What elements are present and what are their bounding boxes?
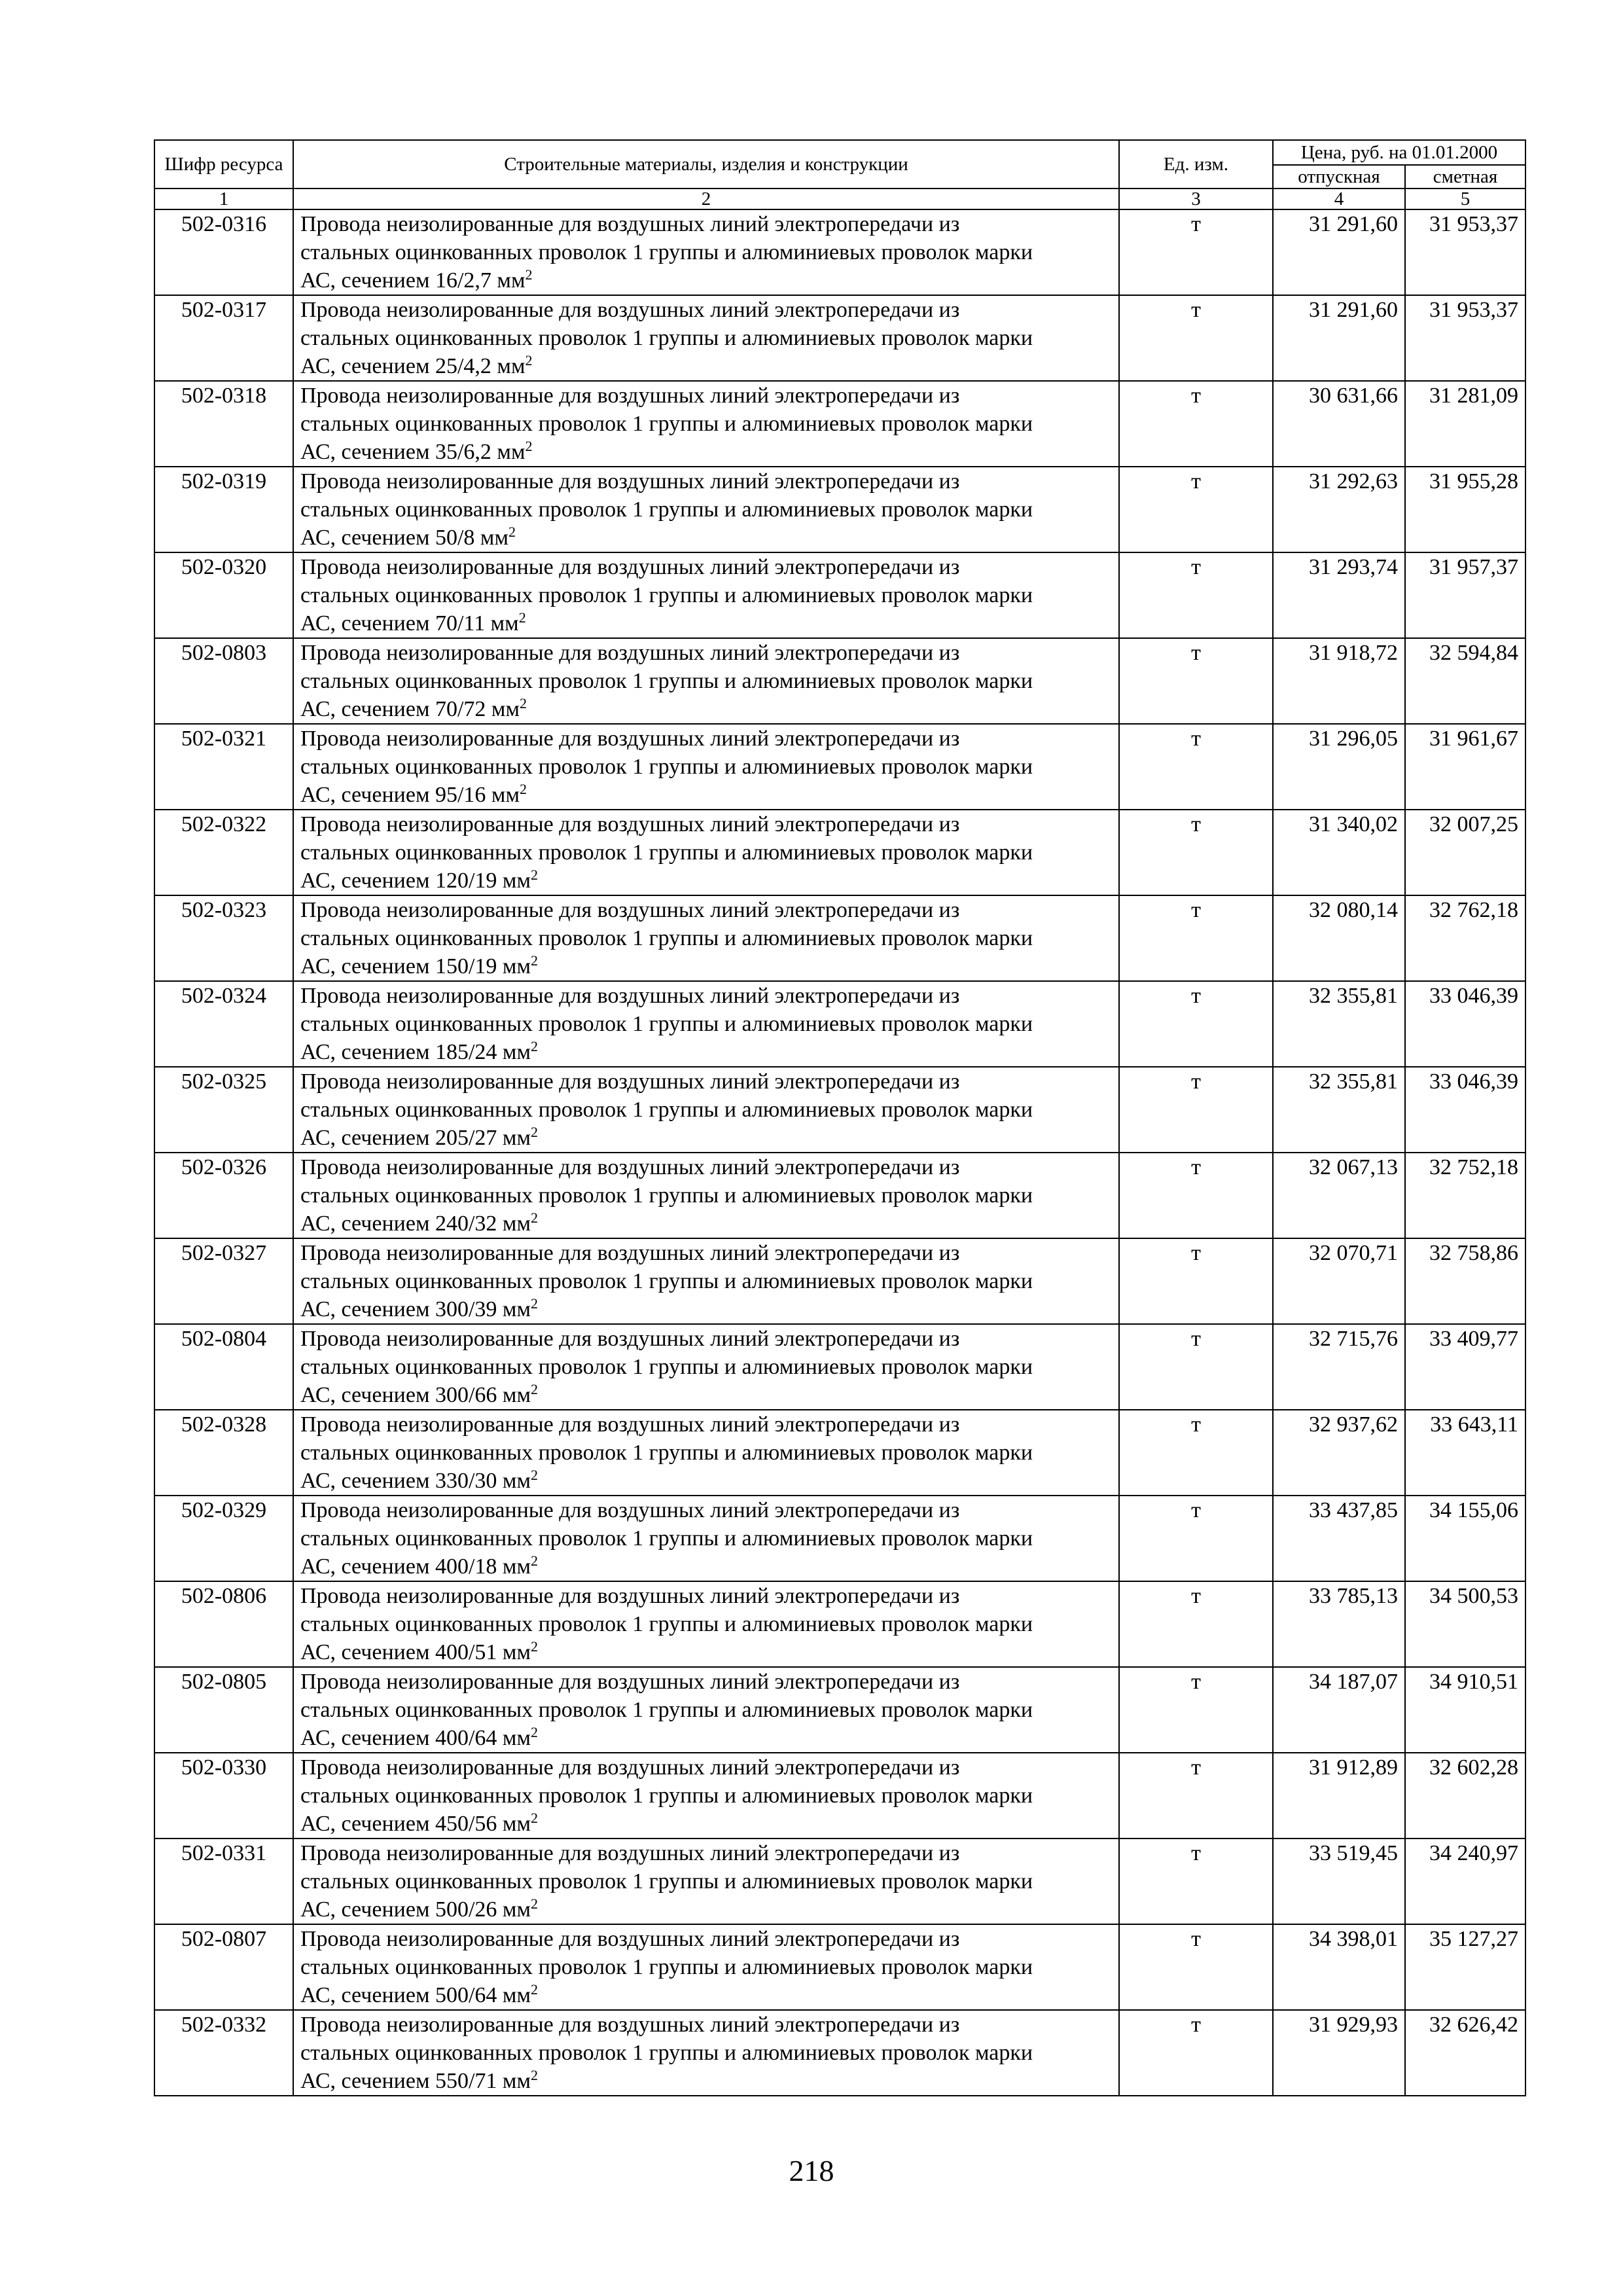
description-line: Провода неизолированные для воздушных линий электропередачи из: [300, 1069, 960, 1094]
description-line: стальных оцинкованных проволок 1 группы и алюминиевых проволок марки: [300, 2041, 1033, 2065]
description-line: [300, 1038, 1112, 1066]
cross-section-text: АС, сечением 16/2,7 мм: [300, 268, 526, 293]
cross-section-text: АС, сечением 95/16 мм: [300, 783, 520, 807]
resource-code: 502-0322: [154, 810, 293, 895]
unit-of-measure: т: [1119, 209, 1273, 295]
unit-exponent: 2: [530, 1038, 538, 1054]
table-row: [154, 810, 1525, 895]
release-price: 31 291,60: [1273, 295, 1405, 381]
unit-of-measure: т: [1119, 1153, 1273, 1238]
description-line: [300, 1210, 1112, 1238]
resource-code: 502-0317: [154, 295, 293, 381]
release-price: 31 292,63: [1273, 467, 1405, 552]
cross-section-text: АС, сечением 450/56 мм: [300, 1812, 531, 1836]
description-line: стальных оцинкованных проволок 1 группы и алюминиевых проволок марки: [300, 755, 1033, 779]
material-description: [293, 552, 1119, 638]
unit-exponent: 2: [530, 1381, 538, 1397]
description-line: [300, 609, 1112, 637]
description-line: [300, 266, 1112, 295]
resource-code: 502-0321: [154, 724, 293, 810]
resource-code: 502-0332: [154, 2010, 293, 2096]
description-line: стальных оцинкованных проволок 1 группы и алюминиевых проволок марки: [300, 840, 1033, 865]
header-price: Цена, руб. на 01.01.2000: [1273, 140, 1525, 165]
material-description: [293, 1753, 1119, 1839]
release-price: 32 080,14: [1273, 895, 1405, 981]
table-row: [154, 1667, 1525, 1753]
estimate-price: 34 910,51: [1405, 1667, 1525, 1753]
table-row: [154, 1410, 1525, 1496]
description-line: [300, 1638, 1112, 1666]
unit-of-measure: т: [1119, 295, 1273, 381]
description-line: [300, 1467, 1112, 1495]
unit-of-measure: т: [1119, 1324, 1273, 1410]
estimate-price: 32 626,42: [1405, 2010, 1525, 2096]
unit-of-measure: т: [1119, 724, 1273, 810]
description-line: [300, 1552, 1112, 1581]
description-line: стальных оцинкованных проволок 1 группы и алюминиевых проволок марки: [300, 1183, 1033, 1208]
cross-section-text: АС, сечением 550/71 мм: [300, 2069, 531, 2093]
release-price: 31 291,60: [1273, 209, 1405, 295]
estimate-price: 34 500,53: [1405, 1581, 1525, 1667]
unit-exponent: 2: [530, 1810, 538, 1826]
table-row: [154, 1924, 1525, 2010]
description-line: стальных оцинкованных проволок 1 группы и алюминиевых проволок марки: [300, 1526, 1033, 1551]
description-line: [300, 524, 1112, 552]
estimate-price: 32 762,18: [1405, 895, 1525, 981]
release-price: 32 355,81: [1273, 1067, 1405, 1153]
table-row: [154, 638, 1525, 724]
estimate-price: 31 955,28: [1405, 467, 1525, 552]
unit-exponent: 2: [530, 867, 538, 883]
table-row: [154, 1581, 1525, 1667]
unit-exponent: 2: [518, 609, 526, 626]
cross-section-text: АС, сечением 185/24 мм: [300, 1040, 531, 1064]
resource-code: 502-0319: [154, 467, 293, 552]
table-row: [154, 1753, 1525, 1839]
material-description: [293, 1067, 1119, 1153]
description-line: Провода неизолированные для воздушных линий электропередачи из: [300, 1155, 960, 1179]
table-row: [154, 1067, 1525, 1153]
resource-code: 502-0803: [154, 638, 293, 724]
description-line: стальных оцинкованных проволок 1 группы и алюминиевых проволок марки: [300, 1098, 1033, 1122]
cross-section-text: АС, сечением 500/64 мм: [300, 1983, 531, 2007]
description-line: Провода неизолированные для воздушных линий электропередачи из: [300, 1841, 960, 1865]
table-row: [154, 1153, 1525, 1238]
table-row: [154, 1324, 1525, 1410]
description-line: [300, 1295, 1112, 1323]
cross-section-text: АС, сечением 500/26 мм: [300, 1897, 531, 1922]
description-line: Провода неизолированные для воздушных линий электропередачи из: [300, 641, 960, 665]
material-description: [293, 1153, 1119, 1238]
unit-exponent: 2: [530, 1895, 538, 1912]
cross-section-text: АС, сечением 400/64 мм: [300, 1726, 531, 1750]
description-line: стальных оцинкованных проволок 1 группы и алюминиевых проволок марки: [300, 669, 1033, 693]
estimate-price: 32 594,84: [1405, 638, 1525, 724]
description-line: стальных оцинкованных проволок 1 группы и алюминиевых проволок марки: [300, 1441, 1033, 1465]
unit-of-measure: т: [1119, 895, 1273, 981]
release-price: 32 355,81: [1273, 981, 1405, 1067]
description-line: Провода неизолированные для воздушных линий электропередачи из: [300, 1241, 960, 1265]
estimate-price: 32 758,86: [1405, 1238, 1525, 1324]
description-line: [300, 1810, 1112, 1838]
release-price: 32 067,13: [1273, 1153, 1405, 1238]
cross-section-text: АС, сечением 400/18 мм: [300, 1554, 531, 1579]
header-estimate: сметная: [1405, 165, 1525, 188]
description-line: Провода неизолированные для воздушных линий электропередачи из: [300, 2013, 960, 2037]
description-line: Провода неизолированные для воздушных линий электропередачи из: [300, 384, 960, 408]
description-line: Провода неизолированные для воздушных линий электропередачи из: [300, 1927, 960, 1951]
cross-section-text: АС, сечением 70/11 мм: [300, 611, 519, 636]
cross-section-text: АС, сечением 400/51 мм: [300, 1640, 531, 1664]
material-description: [293, 1839, 1119, 1924]
unit-exponent: 2: [530, 1552, 538, 1569]
estimate-price: 33 046,39: [1405, 981, 1525, 1067]
description-line: Провода неизолированные для воздушных линий электропередачи из: [300, 469, 960, 493]
resource-code: 502-0806: [154, 1581, 293, 1667]
material-description: [293, 381, 1119, 467]
resource-code: 502-0328: [154, 1410, 293, 1496]
description-line: стальных оцинкованных проволок 1 группы и алюминиевых проволок марки: [300, 1698, 1033, 1722]
release-price: 32 070,71: [1273, 1238, 1405, 1324]
page-number: 218: [789, 2154, 834, 2187]
release-price: 31 929,93: [1273, 2010, 1405, 2096]
estimate-price: 35 127,27: [1405, 1924, 1525, 2010]
description-line: стальных оцинкованных проволок 1 группы и алюминиевых проволок марки: [300, 583, 1033, 607]
unit-of-measure: т: [1119, 2010, 1273, 2096]
cross-section-text: АС, сечением 240/32 мм: [300, 1211, 531, 1236]
release-price: 30 631,66: [1273, 381, 1405, 467]
table-row: [154, 295, 1525, 381]
cross-section-text: АС, сечением 150/19 мм: [300, 954, 531, 978]
estimate-price: 32 752,18: [1405, 1153, 1525, 1238]
description-line: Провода неизолированные для воздушных линий электропередачи из: [300, 1755, 960, 1780]
material-description: [293, 895, 1119, 981]
unit-of-measure: т: [1119, 638, 1273, 724]
material-description: [293, 1238, 1119, 1324]
table-row: [154, 1238, 1525, 1324]
description-line: [300, 867, 1112, 895]
column-number-row: [154, 188, 1525, 209]
unit-of-measure: т: [1119, 1238, 1273, 1324]
description-line: [300, 1895, 1112, 1924]
resource-code: 502-0316: [154, 209, 293, 295]
unit-of-measure: т: [1119, 1924, 1273, 2010]
unit-of-measure: т: [1119, 552, 1273, 638]
release-price: 32 715,76: [1273, 1324, 1405, 1410]
unit-of-measure: т: [1119, 1410, 1273, 1496]
cross-section-text: АС, сечением 35/6,2 мм: [300, 440, 526, 464]
description-line: стальных оцинкованных проволок 1 группы и алюминиевых проволок марки: [300, 412, 1033, 436]
unit-of-measure: т: [1119, 981, 1273, 1067]
unit-exponent: 2: [530, 1467, 538, 1483]
unit-exponent: 2: [530, 1981, 538, 1998]
cross-section-text: АС, сечением 120/19 мм: [300, 869, 531, 893]
description-line: стальных оцинкованных проволок 1 группы и алюминиевых проволок марки: [300, 1784, 1033, 1808]
cross-section-text: АС, сечением 300/66 мм: [300, 1383, 531, 1407]
release-price: 31 340,02: [1273, 810, 1405, 895]
estimate-price: 32 007,25: [1405, 810, 1525, 895]
resource-code: 502-0325: [154, 1067, 293, 1153]
description-line: стальных оцинкованных проволок 1 группы и алюминиевых проволок марки: [300, 926, 1033, 950]
description-line: стальных оцинкованных проволок 1 группы и алюминиевых проволок марки: [300, 1869, 1033, 1893]
unit-of-measure: т: [1119, 810, 1273, 895]
estimate-price: 33 643,11: [1405, 1410, 1525, 1496]
table-row: [154, 981, 1525, 1067]
table-row: [154, 209, 1525, 295]
resource-code: 502-0330: [154, 1753, 293, 1839]
column-number: 2: [293, 188, 1119, 209]
description-line: Провода неизолированные для воздушных линий электропередачи из: [300, 1327, 960, 1351]
unit-exponent: 2: [530, 1124, 538, 1140]
column-number: 3: [1119, 188, 1273, 209]
resource-code: 502-0318: [154, 381, 293, 467]
estimate-price: 31 953,37: [1405, 295, 1525, 381]
resource-code: 502-0805: [154, 1667, 293, 1753]
cross-section-text: АС, сечением 70/72 мм: [300, 697, 520, 721]
estimate-price: 33 046,39: [1405, 1067, 1525, 1153]
unit-exponent: 2: [530, 1210, 538, 1226]
header-code: Шифр ресурса: [154, 140, 293, 188]
description-line: Провода неизолированные для воздушных линий электропередачи из: [300, 1584, 960, 1608]
description-line: стальных оцинкованных проволок 1 группы и алюминиевых проволок марки: [300, 497, 1033, 522]
unit-exponent: 2: [530, 1724, 538, 1740]
material-description: [293, 209, 1119, 295]
resource-code: 502-0327: [154, 1238, 293, 1324]
column-number: 5: [1405, 188, 1525, 209]
material-description: [293, 1581, 1119, 1667]
table-row: [154, 552, 1525, 638]
description-line: стальных оцинкованных проволок 1 группы и алюминиевых проволок марки: [300, 326, 1033, 350]
estimate-price: 34 155,06: [1405, 1496, 1525, 1581]
unit-of-measure: т: [1119, 1839, 1273, 1924]
release-price: 34 187,07: [1273, 1667, 1405, 1753]
description-line: Провода неизолированные для воздушных линий электропередачи из: [300, 555, 960, 579]
description-line: стальных оцинкованных проволок 1 группы и алюминиевых проволок марки: [300, 1355, 1033, 1379]
header-name: Строительные материалы, изделия и конструкции: [293, 140, 1119, 188]
unit-of-measure: т: [1119, 1496, 1273, 1581]
description-line: стальных оцинкованных проволок 1 группы и алюминиевых проволок марки: [300, 1269, 1033, 1293]
description-line: Провода неизолированные для воздушных линий электропередачи из: [300, 984, 960, 1008]
cross-section-text: АС, сечением 300/39 мм: [300, 1297, 531, 1321]
description-line: стальных оцинкованных проволок 1 группы и алюминиевых проволок марки: [300, 240, 1033, 264]
unit-exponent: 2: [525, 438, 533, 454]
unit-of-measure: т: [1119, 467, 1273, 552]
estimate-price: 31 953,37: [1405, 209, 1525, 295]
resource-code: 502-0329: [154, 1496, 293, 1581]
release-price: 31 296,05: [1273, 724, 1405, 810]
resource-code: 502-0804: [154, 1324, 293, 1410]
description-line: [300, 781, 1112, 809]
description-line: [300, 352, 1112, 380]
material-description: [293, 2010, 1119, 2096]
material-description: [293, 467, 1119, 552]
price-table: [154, 139, 1526, 2096]
description-line: стальных оцинкованных проволок 1 группы и алюминиевых проволок марки: [300, 1612, 1033, 1636]
table-row: [154, 467, 1525, 552]
unit-of-measure: т: [1119, 381, 1273, 467]
description-line: Провода неизолированные для воздушных линий электропередачи из: [300, 726, 960, 751]
header-release: отпускная: [1273, 165, 1405, 188]
resource-code: 502-0807: [154, 1924, 293, 2010]
description-line: Провода неизолированные для воздушных линий электропередачи из: [300, 898, 960, 922]
unit-of-measure: т: [1119, 1667, 1273, 1753]
resource-code: 502-0324: [154, 981, 293, 1067]
price-table-body: [154, 140, 1525, 2096]
material-description: [293, 1496, 1119, 1581]
material-description: [293, 1410, 1119, 1496]
table-row: [154, 724, 1525, 810]
material-description: [293, 1924, 1119, 2010]
description-line: Провода неизолированные для воздушных линий электропередачи из: [300, 298, 960, 322]
description-line: [300, 952, 1112, 980]
material-description: [293, 724, 1119, 810]
estimate-price: 33 409,77: [1405, 1324, 1525, 1410]
unit-exponent: 2: [519, 695, 527, 711]
unit-of-measure: т: [1119, 1067, 1273, 1153]
description-line: стальных оцинкованных проволок 1 группы и алюминиевых проволок марки: [300, 1955, 1033, 1979]
estimate-price: 31 281,09: [1405, 381, 1525, 467]
description-line: Провода неизолированные для воздушных линий электропередачи из: [300, 812, 960, 836]
description-line: [300, 1724, 1112, 1752]
release-price: 33 785,13: [1273, 1581, 1405, 1667]
unit-exponent: 2: [530, 952, 538, 969]
material-description: [293, 1324, 1119, 1410]
unit-exponent: 2: [530, 2067, 538, 2083]
column-number: 4: [1273, 188, 1405, 209]
estimate-price: 32 602,28: [1405, 1753, 1525, 1839]
description-line: Провода неизолированные для воздушных линий электропередачи из: [300, 1670, 960, 1694]
table-row: [154, 381, 1525, 467]
unit-of-measure: т: [1119, 1581, 1273, 1667]
unit-exponent: 2: [525, 352, 533, 368]
material-description: [293, 810, 1119, 895]
description-line: [300, 1381, 1112, 1409]
cross-section-text: АС, сечением 205/27 мм: [300, 1126, 531, 1150]
estimate-price: 31 961,67: [1405, 724, 1525, 810]
header-row: [154, 140, 1525, 165]
description-line: [300, 1124, 1112, 1152]
release-price: 33 519,45: [1273, 1839, 1405, 1924]
table-row: [154, 1839, 1525, 1924]
release-price: 31 918,72: [1273, 638, 1405, 724]
description-line: [300, 1981, 1112, 2009]
cross-section-text: АС, сечением 25/4,2 мм: [300, 354, 526, 378]
description-line: [300, 2067, 1112, 2095]
description-line: Провода неизолированные для воздушных линий электропередачи из: [300, 1412, 960, 1437]
release-price: 33 437,85: [1273, 1496, 1405, 1581]
description-line: [300, 695, 1112, 723]
unit-exponent: 2: [519, 781, 527, 797]
release-price: 31 293,74: [1273, 552, 1405, 638]
unit-exponent: 2: [525, 266, 533, 283]
cross-section-text: АС, сечением 50/8 мм: [300, 526, 508, 550]
resource-code: 502-0323: [154, 895, 293, 981]
release-price: 32 937,62: [1273, 1410, 1405, 1496]
resource-code: 502-0331: [154, 1839, 293, 1924]
resource-code: 502-0326: [154, 1153, 293, 1238]
estimate-price: 31 957,37: [1405, 552, 1525, 638]
release-price: 34 398,01: [1273, 1924, 1405, 2010]
column-number: 1: [154, 188, 293, 209]
table-row: [154, 895, 1525, 981]
description-line: стальных оцинкованных проволок 1 группы и алюминиевых проволок марки: [300, 1012, 1033, 1036]
estimate-price: 34 240,97: [1405, 1839, 1525, 1924]
table-row: [154, 2010, 1525, 2096]
material-description: [293, 295, 1119, 381]
material-description: [293, 1667, 1119, 1753]
table-row: [154, 1496, 1525, 1581]
resource-code: 502-0320: [154, 552, 293, 638]
description-line: Провода неизолированные для воздушных линий электропередачи из: [300, 1498, 960, 1522]
unit-of-measure: т: [1119, 1753, 1273, 1839]
material-description: [293, 638, 1119, 724]
release-price: 31 912,89: [1273, 1753, 1405, 1839]
unit-exponent: 2: [508, 524, 516, 540]
header-unit: Ед. изм.: [1119, 140, 1273, 188]
unit-exponent: 2: [530, 1295, 538, 1312]
description-line: [300, 438, 1112, 466]
unit-exponent: 2: [530, 1638, 538, 1655]
material-description: [293, 981, 1119, 1067]
description-line: Провода неизолированные для воздушных линий электропередачи из: [300, 212, 960, 236]
cross-section-text: АС, сечением 330/30 мм: [300, 1469, 531, 1493]
